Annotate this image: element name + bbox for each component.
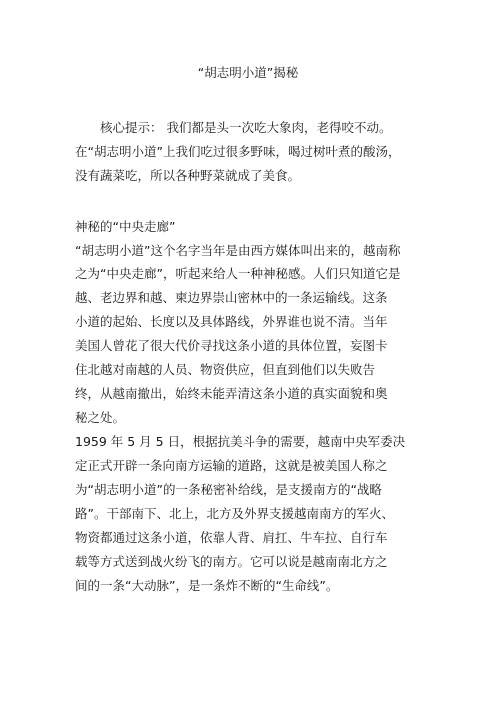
paragraph-line: 物资都通过这条小道，依靠人背、肩扛、牛车拉、自行车 <box>75 530 388 545</box>
paragraph-line: 住北越对南越的人员、物资供应，但直到他们以失败告 <box>75 362 376 377</box>
paragraph-line: “胡志明小道”这个名字当年是由西方媒体叫出来的，越南称 <box>75 243 401 258</box>
paragraph-line: 终，从越南撤出，始终未能弄清这条小道的真实面貌和奥 <box>75 386 388 401</box>
paragraph-line: 为“胡志明小道”的一条秘密补给线，是支援南方的“战略 <box>75 482 382 497</box>
document-title: “胡志明小道”揭秘 <box>197 65 299 80</box>
paragraph-line: 小道的起始、长度以及具体路线，外界谁也说不清。当年 <box>75 314 388 329</box>
summary-line: 在“胡志明小道”上我们吃过很多野味，喝过树叶煮的酸汤， <box>75 144 401 159</box>
section-heading: 神秘的“中央走廊” <box>75 219 176 234</box>
paragraph-line: 间的一条“大动脉”，是一条炸不断的“生命线”。 <box>75 578 339 593</box>
paragraph-line: 越、老边界和越、柬边界崇山密林中的一条运输线。这条 <box>75 290 388 305</box>
paragraph-line: 定正式开辟一条向南方运输的道路，这就是被美国人称之 <box>75 458 388 473</box>
paragraph-line: 路”。干部南下、北上，北方及外界支援越南南方的军火、 <box>75 506 394 521</box>
paragraph-line: 1959 年 5 月 5 日，根据抗美斗争的需要，越南中央军委决 <box>75 434 406 449</box>
summary-line: 没有蔬菜吃，所以各种野菜就成了美食。 <box>75 168 301 183</box>
summary-line: 核心提示： 我们都是头一次吃大象肉，老得咬不动。 <box>100 120 392 135</box>
paragraph-line: 秘之处。 <box>75 410 126 425</box>
paragraph-line: 之为“中央走廊”，听起来给人一种神秘感。人们只知道它是 <box>75 266 401 281</box>
paragraph-line: 美国人曾花了很大代价寻找这条小道的具体位置，妄图卡 <box>75 338 388 353</box>
paragraph-line: 载等方式送到战火纷飞的南方。它可以说是越南南北方之 <box>75 554 388 569</box>
